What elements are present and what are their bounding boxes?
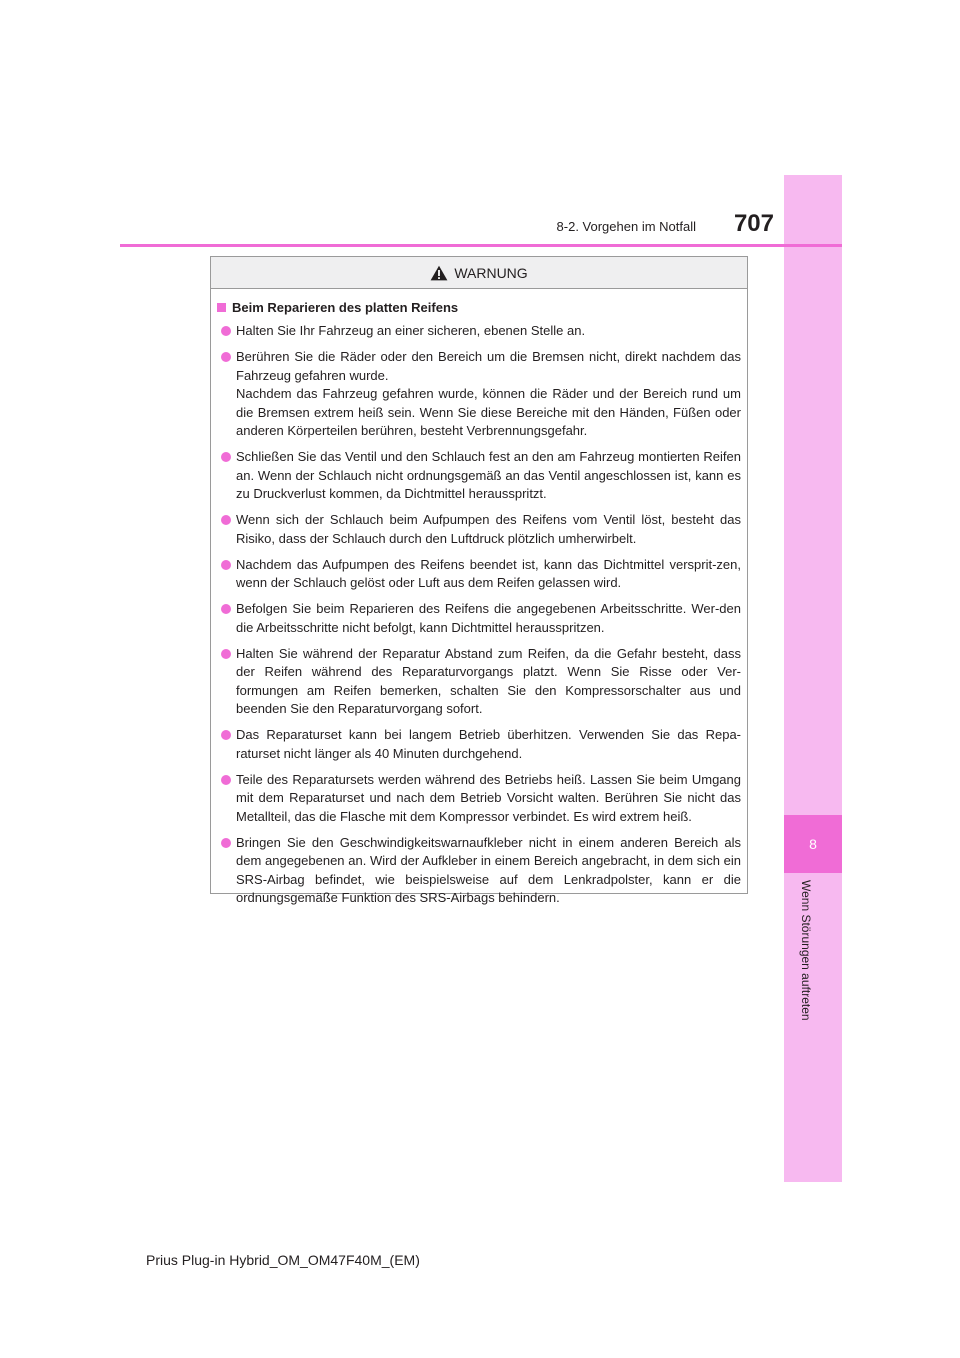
page-number: 707: [733, 210, 774, 237]
warning-item-text: Halten Sie Ihr Fahrzeug an einer sicheren, ebenen Stelle an.: [236, 323, 586, 338]
bullet-icon: [221, 326, 231, 336]
chapter-number-tab[interactable]: [784, 815, 842, 873]
warning-item: [217, 834, 741, 908]
warning-item: [217, 600, 741, 637]
warning-item-text: Nachdem das Aufpumpen des Reifens beendet ist, kann das Dichtmittel versprit-zen, wenn der Schlauch gelöst oder Luft aus dem Reifen gelassen wird.: [236, 556, 741, 590]
bullet-icon: [221, 838, 231, 848]
bullet-icon: [221, 775, 231, 785]
warning-item-text: Schließen Sie das Ventil und den Schlauch fest an den am Fahrzeug montierten Reifen an. Wenn der Schlauch nicht ordnungsgemäß an das Ventil angeschlossen ist, kann es zu Druckverlust kommen, da Dichtmittel herausspritzt.: [236, 449, 741, 501]
bullet-icon: [221, 730, 231, 740]
warning-triangle-icon: [430, 265, 448, 281]
warning-item-text: Teile des Reparatursets werden während des Betriebs heiß. Lassen Sie beim Umgang mit dem Reparaturset und nach dem Betrieb Vorsicht walten. Berühren Sie nicht das Metallteil, das die Flasche mit dem Kompressor verbindet. Es wird extrem heiß.: [236, 771, 741, 824]
warning-item: [217, 726, 741, 763]
warning-item-text: Halten Sie während der Reparatur Abstand zum Reifen, da die Gefahr besteht, dass der Reifen während des Reparaturvorgangs platzt. Wenn Sie Risse oder Ver-formungen am Reifen bemerken, schalten Sie den Kompressorschalter aus und beenden Sie den Reparaturvorgang sofort.: [236, 645, 741, 716]
warning-item: [217, 511, 741, 548]
warning-item: [217, 322, 741, 341]
warning-item-text: Berühren Sie die Räder oder den Bereich um die Bremsen nicht, direkt nachdem das Fahrzeug gefahren wurde. Nachdem das Fahrzeug gefahren wurde, können die Räder und der Bereich rund um die Bremsen extrem heiß sein. Wenn Sie diese Bereiche mit den Händen, Füßen oder anderen Körperteilen berühren, besteht Verbrennungsgefahr.: [236, 349, 741, 438]
warning-item: [217, 645, 741, 719]
section-heading: 8-2. Vorgehen im Notfall: [556, 219, 696, 234]
bullet-icon: [221, 560, 231, 570]
warning-header: [211, 257, 747, 289]
warning-item: [217, 348, 741, 441]
bullet-icon: [221, 352, 231, 362]
warning-title: WARNUNG: [454, 264, 528, 281]
warning-item-text: Das Reparaturset kann bei langem Betrieb überhitzen. Verwenden Sie das Repa-raturset nicht länger als 40 Minuten durchgehend.: [236, 727, 741, 761]
section-title-text: Beim Reparieren des platten Reifens: [232, 300, 459, 315]
warning-body: [211, 289, 747, 908]
section-title: [217, 300, 741, 315]
warning-item-text: Befolgen Sie beim Reparieren des Reifens die angegebenen Arbeitsschritte. Wer-den die Arbeitsschritte nicht befolgt, kann Dichtmittel herausspritzen.: [236, 601, 741, 635]
warning-item: [217, 448, 741, 504]
warning-item-text: Wenn sich der Schlauch beim Aufpumpen des Reifens vom Ventil löst, besteht das Risiko, dass der Schlauch durch den Luftdruck plötzlich umherwirbelt.: [236, 512, 741, 546]
header-divider: [120, 244, 842, 247]
chapter-side-tab: [784, 175, 842, 1182]
square-bullet-icon: [217, 303, 226, 312]
document-id: Prius Plug-in Hybrid_OM_OM47F40M_(EM): [146, 1252, 420, 1268]
chapter-number: 8: [809, 836, 817, 852]
bullet-icon: [221, 452, 231, 462]
warning-item: [217, 771, 741, 827]
chapter-title: Wenn Störungen auftreten: [799, 880, 813, 1021]
bullet-icon: [221, 604, 231, 614]
warning-list: [217, 322, 741, 908]
bullet-icon: [221, 649, 231, 659]
warning-item: [217, 556, 741, 593]
warning-item-text: Bringen Sie den Geschwindigkeitswarnaufkleber nicht in einem anderen Bereich als dem angegebenen an. Wird der Aufkleber in einem Bereich angebracht, in dem sich ein SRS-Airbag befindet, wie beispielsweise auf dem Lenkradpolster, kann er die ordnungsgemäße Funktion des SRS-Airbags behindern.: [236, 834, 741, 905]
warning-box: [210, 256, 748, 905]
bullet-icon: [221, 515, 231, 525]
